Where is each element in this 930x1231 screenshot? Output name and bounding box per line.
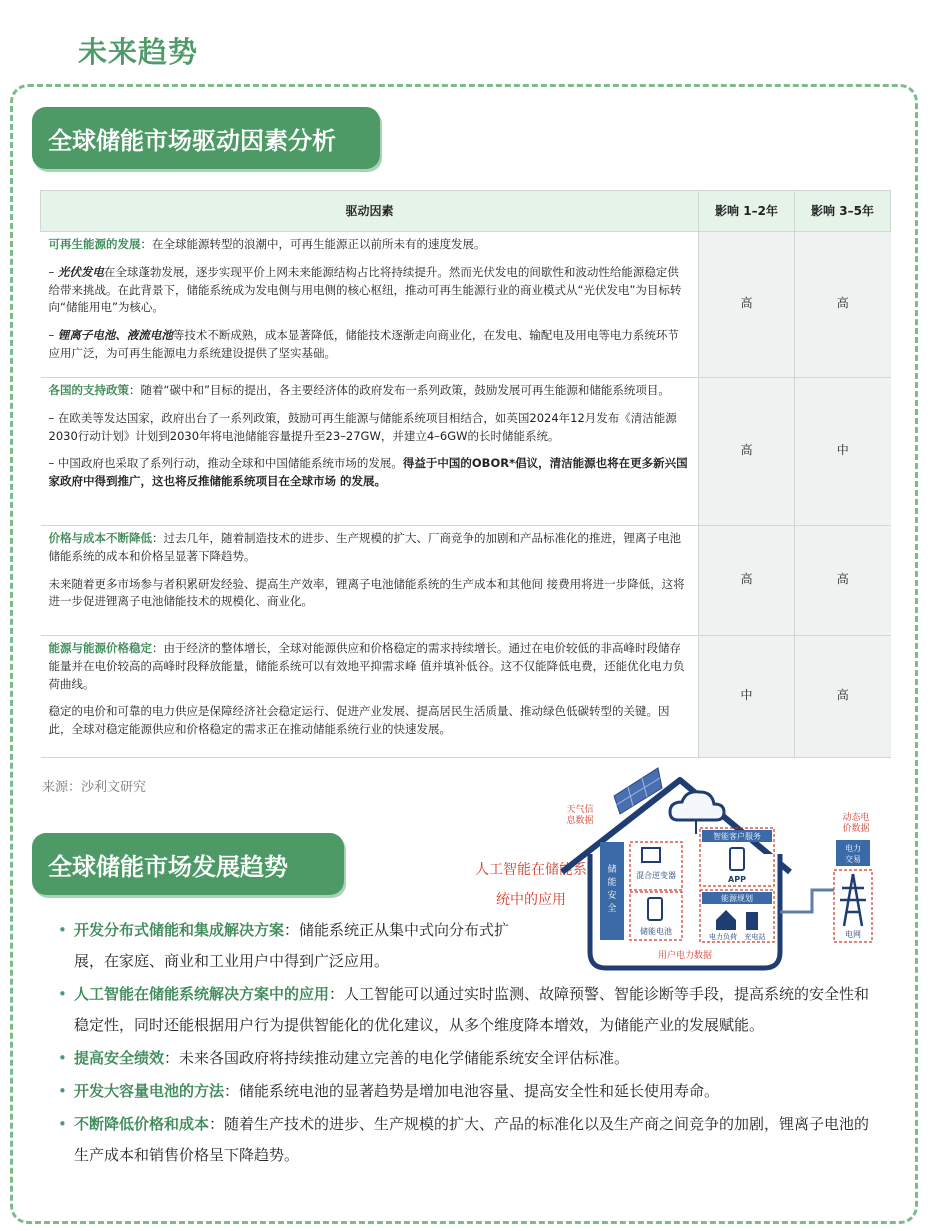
trend-title: 开发大容量电池的方法	[74, 1082, 225, 1100]
power-trading-label: 电力交易	[845, 844, 861, 864]
list-item	[58, 915, 514, 977]
inverter-label: 混合逆变器	[636, 871, 676, 880]
bullet-icon: •	[58, 1115, 67, 1133]
trends-list	[58, 915, 878, 1171]
trend-text: ：随着生产技术的进步、生产规模的扩大、产品的标准化以及生产商之间竞争的加剧，锂离子电池的生产成本和销售价格呈下降趋势。	[74, 1115, 870, 1164]
dash-prefix: –	[48, 328, 58, 343]
impact-short-cell: 高	[699, 526, 795, 636]
factor-text: ：在全球能源转型的浪潮中，可再生能源正以前所未有的速度发展。	[140, 237, 486, 251]
source-note: 来源：沙利文研究	[42, 780, 147, 795]
factor-text: ：过去几年，随着制造技术的进步、生产规模的扩大、厂商竞争的加剧和产品标准化的推进，锂离子电池储能系统的成本和价格呈显著下降趋势。	[48, 531, 681, 563]
trend-text: ：储能系统电池的显著趋势是增加电池容量、提高安全性和延长使用寿命。	[224, 1082, 720, 1100]
trend-text: ：未来各国政府将持续推动建立完善的电化学储能系统安全评估标准。	[164, 1049, 630, 1067]
trend-title: 提高安全绩效	[74, 1049, 165, 1067]
factor-title: 能源与能源价格稳定	[48, 641, 152, 655]
storage-safety-label: 储能安全	[607, 865, 617, 914]
factor-text: – 中国政府也采取了系列行动，推动全球和中国储能系统市场的发展。	[48, 456, 403, 471]
trend-text: ：人工智能可以通过实时监测、故障预警、智能诊断等手段，提高系统的安全性和稳定性，同时还能根据用户行为提供智能化的优化建议，从多个维度降本增效，为储能产业的发展赋能。	[74, 985, 870, 1034]
bullet-icon: •	[58, 921, 67, 939]
grid-label: 电网	[845, 930, 861, 939]
factor-text: 稳定的电价和可靠的电力供应是保障经济社会稳定运行、促进产业发展、提高居民生活质量、推动绿色低碳转型的关键。因此，全球对稳定能源供应和价格稳定的需求正在推动储能系统行业的快速发展。	[48, 704, 670, 737]
table-row	[41, 378, 891, 526]
factor-title: 各国的支持政策	[48, 383, 129, 397]
impact-short-cell: 高	[699, 378, 795, 526]
factor-text: 在全球蓬勃发展，逐步实现平价上网未来能源结构占比将持续提升。然而光伏发电的间歇性和波动性给能源稳定供给带来挑战。在此背景下，储能系统成为发电侧与用电侧的核心枢纽，推动可再生能源行业的商业模式从“光伏发电”为目标转向“储能用电”为核心。	[48, 264, 682, 315]
list-item	[58, 1076, 878, 1107]
dash-prefix: –	[48, 264, 58, 279]
impact-short-cell: 中	[699, 636, 795, 758]
factor-text: ：随着“碳中和”目标的提出，各主要经济体的政府发布一系列政策，鼓励发展可再生能源和储能系统项目。	[129, 383, 670, 397]
power-load-label: 电力负荷	[709, 933, 737, 941]
factor-emphasis: 锂离子电池、液流电池	[57, 328, 173, 343]
header-impact-short: 影响 1–2年	[699, 191, 795, 232]
factor-emphasis: 光伏发电	[57, 264, 104, 279]
bullet-icon: •	[58, 1049, 67, 1067]
impact-long-cell: 高	[795, 232, 891, 378]
factor-cell	[41, 526, 699, 636]
illustration-caption: 人工智能在储能系统中的应用	[475, 862, 587, 908]
header-factor: 驱动因素	[41, 191, 699, 232]
factor-bold-text: 得益于中国的OBOR*倡议，清洁能源也将在更多新兴国家政府中得到推广，这也将反推储能系统项目在全球市场 的发展。	[48, 456, 688, 489]
app-label: APP	[728, 875, 746, 884]
page-title: 未来趋势	[78, 35, 199, 69]
factor-cell	[41, 378, 699, 526]
impact-long-cell: 中	[795, 378, 891, 526]
user-data-label: 用户电力数据	[657, 951, 713, 961]
trend-text: ：储能系统正从集中式向分布式扩展，在家庭、商业和工业用户中得到广泛应用。	[74, 921, 510, 970]
battery-label: 储能电池	[640, 927, 672, 936]
list-item	[58, 1109, 878, 1171]
table-row	[41, 232, 891, 378]
section-title-drivers: 全球储能市场驱动因素分析	[32, 107, 380, 169]
table-header-row	[41, 191, 891, 232]
trend-title: 人工智能在储能系统解决方案中的应用	[74, 985, 330, 1003]
energy-planning-label: 能源规划	[721, 894, 753, 903]
factor-cell	[41, 232, 699, 378]
table-row	[41, 526, 891, 636]
factor-text: 未来随着更多市场参与者积累研发经验、提高生产效率，锂离子电池储能系统的生产成本和其他间 接费用将进一步降低，这将进一步促进锂离子电池储能技术的规模化、商业化。	[48, 576, 685, 609]
trend-title: 开发分布式储能和集成解决方案	[74, 921, 285, 939]
impact-long-cell: 高	[795, 636, 891, 758]
factor-text: ：由于经济的整体增长，全球对能源供应和价格稳定的需求持续增长。通过在电价较低的非高峰时段储存能量并在电价较高的高峰时段释放能量，储能系统可以有效地平抑需求峰 值并填补低谷。这不仅能降低电费，还能优化电力负荷曲线。	[48, 641, 685, 691]
solar-panel-icon	[614, 768, 662, 814]
factor-cell	[41, 636, 699, 758]
factor-text: – 在欧美等发达国家，政府出台了一系列政策，鼓励可再生能源与储能系统项目相结合，如英国2024年12月发布《清洁能源2030行动计划》计划到2030年将电池储能容量提升至23–27GW，并建立4–6GW的长时储能系统。	[48, 410, 677, 443]
impact-long-cell: 高	[795, 526, 891, 636]
trend-title: 不断降低价格和成本	[74, 1115, 210, 1133]
factor-title: 可再生能源的发展	[48, 237, 141, 251]
factor-title: 价格与成本不断降低	[48, 531, 152, 545]
bullet-icon: •	[58, 985, 67, 1003]
table-row	[41, 636, 891, 758]
bullet-icon: •	[58, 1082, 67, 1100]
header-impact-long: 影响 3–5年	[795, 191, 891, 232]
list-item	[58, 979, 878, 1041]
factor-text: 等技术不断成熟，成本显著降低，储能技术逐渐走向商业化，在发电、输配电及用电等电力系统环节应用广泛，为可再生能源电力系统建设提供了坚实基础。	[48, 328, 679, 361]
smart-service-label: 智能客户服务	[713, 832, 761, 841]
grid-connector	[780, 890, 834, 912]
list-item	[58, 1043, 878, 1074]
weather-data-label: 天气信息数据	[566, 805, 594, 826]
charging-station-label: 充电站	[744, 933, 766, 941]
dynamic-price-label: 动态电价数据	[842, 813, 870, 834]
drivers-table	[40, 190, 891, 758]
impact-short-cell: 高	[699, 232, 795, 378]
section-title-trends: 全球储能市场发展趋势	[32, 833, 344, 895]
